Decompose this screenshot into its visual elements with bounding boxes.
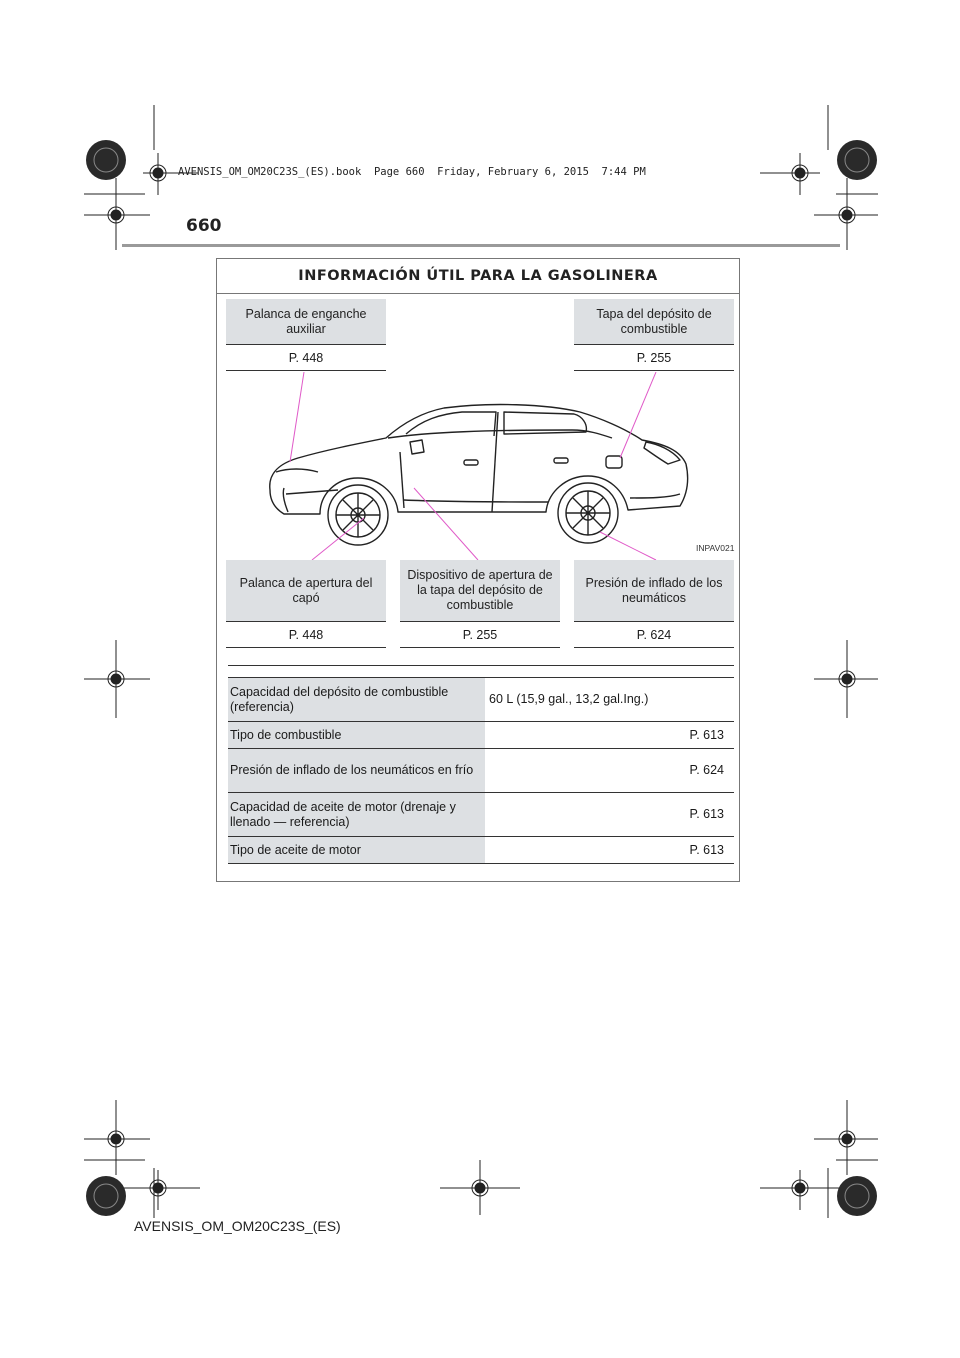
- spec-item: Presión de inflado de los neumáticos en frío: [228, 749, 485, 793]
- table-row: [228, 793, 734, 837]
- spec-item: Capacidad del depósito de combustible (referencia): [228, 678, 485, 722]
- page-reference: P. 448: [226, 622, 386, 648]
- book-info-line: AVENSIS_OM_OM20C23S_(ES).book Page 660 Friday, February 6, 2015 7:44 PM: [178, 166, 646, 178]
- spec-item: Tipo de combustible: [228, 722, 485, 749]
- table-row: [228, 722, 734, 749]
- page-number: 660: [186, 216, 222, 236]
- section-title: INFORMACIÓN ÚTIL PARA LA GASOLINERA: [216, 258, 740, 294]
- page-reference: P. 448: [226, 345, 386, 371]
- car-illustration: [228, 372, 734, 562]
- spec-value: P. 613: [485, 837, 734, 864]
- callout-auxiliary-latch-lever: [226, 299, 386, 371]
- callout-label: Tapa del depósito de combustible: [574, 299, 734, 345]
- page-reference: P. 255: [574, 345, 734, 371]
- callout-fuel-tank-cap: [574, 299, 734, 371]
- callout-label: Palanca de apertura del capó: [226, 560, 386, 622]
- specs-table: [228, 677, 734, 864]
- footer-code: AVENSIS_OM_OM20C23S_(ES): [134, 1218, 341, 1234]
- section-divider: [228, 665, 734, 666]
- table-row: [228, 837, 734, 864]
- table-row: [228, 749, 734, 793]
- spec-value: P. 613: [485, 722, 734, 749]
- table-row: [228, 678, 734, 722]
- header-rule: [122, 244, 840, 247]
- spec-item: Tipo de aceite de motor: [228, 837, 485, 864]
- spec-value: 60 L (15,9 gal., 13,2 gal.Ing.): [485, 678, 734, 722]
- callout-fuel-door-opener: [400, 560, 560, 648]
- page-reference: P. 624: [574, 622, 734, 648]
- page-reference: P. 255: [400, 622, 560, 648]
- callout-label: Palanca de enganche auxiliar: [226, 299, 386, 345]
- callout-label: Presión de inflado de los neumáticos: [574, 560, 734, 622]
- callout-hood-release-lever: [226, 560, 386, 648]
- spec-value: P. 613: [485, 793, 734, 837]
- spec-value: P. 624: [485, 749, 734, 793]
- callout-tire-pressure: [574, 560, 734, 648]
- callout-label: Dispositivo de apertura de la tapa del depósito de combustible: [400, 560, 560, 622]
- figure-code: INPAV021: [696, 543, 735, 553]
- spec-item: Capacidad de aceite de motor (drenaje y llenado — referencia): [228, 793, 485, 837]
